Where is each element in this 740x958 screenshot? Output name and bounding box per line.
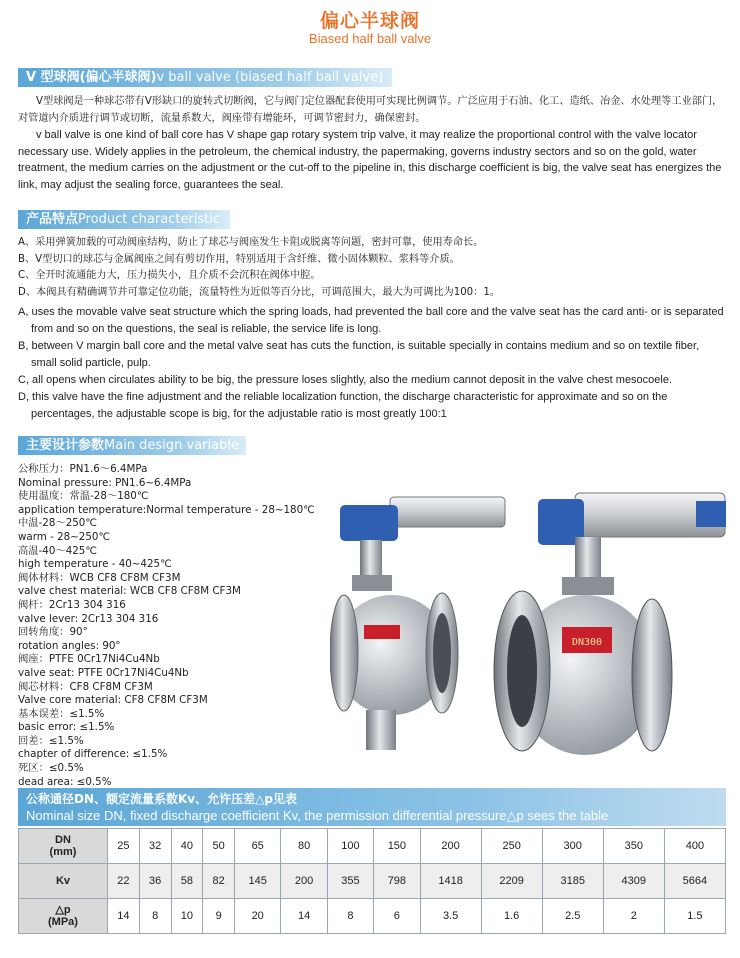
valve-plate-label: DN300 [571,637,603,648]
table-cell: 2 [603,899,664,934]
spec-line: valve lever: 2Cr13 304 316 [18,612,159,625]
spec-line: 阀芯材料：CF8 CF8M CF3M [18,680,153,693]
spec-line: 阀体材料：WCB CF8 CF8M CF3M [18,571,181,584]
spec-line: chapter of difference: ≤1.5% [18,748,168,761]
table-cell: 8 [139,899,171,934]
table-cell: 82 [203,864,235,899]
page-title-cn: 偏心半球阀 [319,10,420,32]
table-cell: 1418 [420,864,481,899]
large-valve-illustration [494,493,726,755]
page-title-en: Biased half ball valve [308,31,432,46]
table-cell: 14 [108,899,140,934]
intro-title-cn: V 型球阀(偏心半球阀) [26,70,157,85]
header-unit: (MPa) [48,916,78,928]
table-cell: 40 [171,829,203,864]
spec-line: valve seat: PTFE 0Cr17Ni4Cu4Nb [18,666,189,679]
table-cell: 25 [108,829,140,864]
table-cell: 36 [139,864,171,899]
feature-cn-b: B、V型切口的球芯与金属阀座之间有剪切作用，特别适用于含纤维、微小固体颗粒、浆料等介质。 [18,253,460,265]
table-cell: 20 [235,899,281,934]
spec-line: 使用温度：常温-28～180℃ [18,490,149,503]
feature-en-c: C, all opens when circulates ability to be big, the pressure loses slightly, also the medium cannot deposit in the valve chest mesocoele. [18,374,673,386]
spec-line: 中温-28～250℃ [18,517,97,530]
table-cell: 2209 [481,864,542,899]
small-valve-illustration [330,497,505,750]
table-cell: 50 [203,829,235,864]
table-cell: 300 [542,829,603,864]
table-cell: 10 [171,899,203,934]
table-cell: 80 [281,829,327,864]
spec-line: 公称压力：PN1.6～6.4MPa [18,463,148,475]
table-cell: 9 [203,899,235,934]
table-cell: 400 [664,829,725,864]
intro-section-bar [18,68,392,87]
feature-cn-c: C、全开时流通能力大，压力损失小，且介质不会沉积在阀体中腔。 [18,270,321,281]
table-cell: 14 [281,899,327,934]
table-row [19,864,726,899]
table-cell: 3.5 [420,899,481,934]
table-row [19,899,726,934]
design-section-bar [18,436,246,455]
features-list-cn [18,235,726,301]
features-section-bar [18,210,230,229]
header-unit: (mm) [49,846,77,858]
table-cell: 32 [139,829,171,864]
spec-line: dead area: ≤0.5% [18,775,112,788]
intro-title-en: v ball valve (biased half ball valve) [156,70,384,85]
spec-table [18,828,726,934]
table-cell: 4309 [603,864,664,899]
spec-line: valve chest material: WCB CF8 CF8M CF3M [18,585,241,598]
features-title-cn: 产品特点 [26,212,79,227]
table-cell: 3185 [542,864,603,899]
spec-line: 回转角度：90° [18,626,88,639]
spec-line: 阀座：PTFE 0Cr17Ni4Cu4Nb [18,653,160,666]
table-cell: 355 [327,864,373,899]
table-section-bar [18,788,726,826]
header-label: △p [55,904,71,916]
table-cell: 200 [281,864,327,899]
spec-line: basic error: ≤1.5% [18,721,115,734]
table-cell: 200 [420,829,481,864]
feature-en-b: B, between V margin ball core and the metal valve seat has cuts the function, is suitable specially in contains medium and so on textile fiber, small solid particle, pulp. [18,340,700,369]
design-title-en: Main design variable [104,438,239,453]
valve-product-photo [330,485,730,765]
table-cell: 150 [374,829,420,864]
row-header-dp [19,899,108,934]
spec-line: Nominal pressure: PN1.6~6.4MPa [18,476,192,489]
table-cell: 65 [235,829,281,864]
spec-line: high temperature - 40~425℃ [18,558,172,571]
spec-line: Valve core material: CF8 CF8M CF3M [18,694,208,707]
intro-text-en: v ball valve is one kind of ball core has V shape gap rotary system trip valve, it may realize the proportional control with the valve locator necessary use. Widely applies in the petroleum, the chemical industry, the papermaking, governs industry sectors and so on the gold, water treatment, the medium carries on the adjustment or the cut-off to the pipeline in, this discharge coefficient is big, the valve seat has energizes the link, may adjust the sealing force, guarantees the seal. [18,129,722,191]
spec-line: 回差：≤1.5% [18,734,84,747]
spec-line: 高温-40～425℃ [18,544,97,557]
table-cell: 5664 [664,864,725,899]
spec-list [18,463,338,789]
table-cell: 1.5 [664,899,725,934]
intro-text-cn: V型球阀是一种球芯带有V形缺口的旋转式切断阀，它与阀门定位器配套使用可实现比例调节。广泛应用于石油、化工、造纸、冶金、水处理等工业部门，对管道内介质进行调节或切断，流量系数大，阀座带有增能环，可调节密封力，确保密封。 [18,96,723,124]
table-row [19,829,726,864]
spec-line: 阀杆：2Cr13 304 316 [18,598,126,611]
table-cell: 1.6 [481,899,542,934]
table-cell: 100 [327,829,373,864]
feature-en-d: D, this valve have the fine adjustment and the reliable localization function, the discharge characteristic for approximate and so on the percentages, the adjustable scope is big, for the adjustable ratio is most greatly 100:1 [18,391,668,420]
spec-line: 死区：≤0.5% [18,762,84,775]
feature-cn-d: D、本阀具有精确调节并可靠定位功能，流量特性为近似等百分比，可调范围大，最大为可调比为100：1。 [18,286,501,298]
header-label: DN [55,834,71,846]
spec-line: warm - 28~250℃ [18,530,111,543]
table-cell: 2.5 [542,899,603,934]
table-cell: 6 [374,899,420,934]
spec-line: 基本误差：≤1.5% [18,707,105,720]
spec-line: rotation angles: 90° [18,639,121,652]
row-header-kv: Kv [19,864,108,899]
table-title-cn: 公称通径DN、额定流量系数Kv、允许压差△p见表 [26,792,297,806]
table-cell: 22 [108,864,140,899]
feature-cn-a: A、采用弹簧加载的可动阀座结构，防止了球芯与阀座发生卡阻或脱离等问题，密封可靠，使用寿命长。 [18,237,484,248]
table-cell: 58 [171,864,203,899]
table-cell: 250 [481,829,542,864]
features-list-en [18,304,726,423]
table-cell: 798 [374,864,420,899]
table-cell: 8 [327,899,373,934]
row-header-dn [19,829,108,864]
table-cell: 350 [603,829,664,864]
spec-line: application temperature:Normal temperature - 28~180℃ [18,503,315,516]
design-title-cn: 主要设计参数 [26,438,105,453]
feature-en-a: A, uses the movable valve seat structure which the spring loads, had prevented the ball core and the valve seat has the card anti- or is separated from and so on the questions, the seal is reliable, the service life is long. [18,306,724,335]
table-cell: 145 [235,864,281,899]
features-title-en: Product characteristic [78,212,220,227]
table-title-en: Nominal size DN, fixed discharge coefficient Kv, the permission differential pressure△p sees the table [26,808,609,823]
intro-paragraph [18,94,724,193]
